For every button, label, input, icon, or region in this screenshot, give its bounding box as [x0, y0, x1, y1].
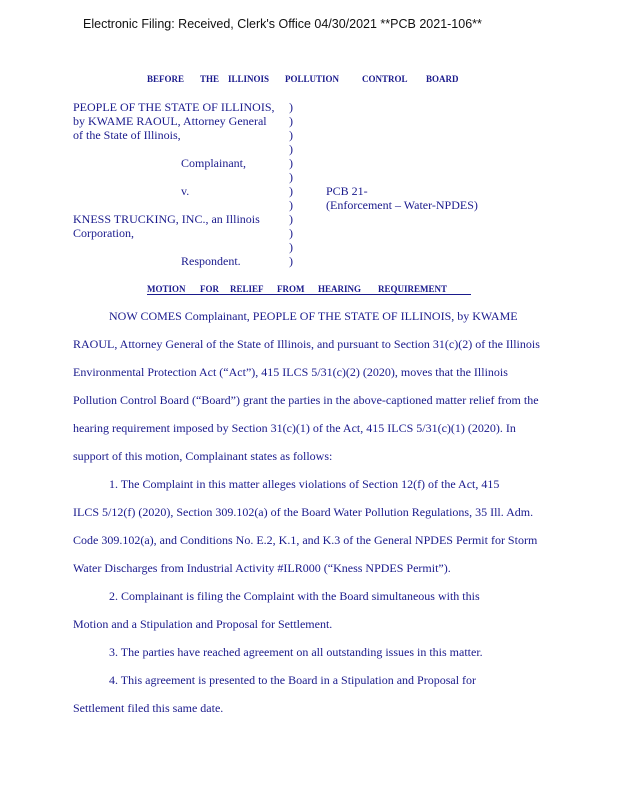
filing-stamp: Electronic Filing: Received, Clerk's Office 04/30/2021 **PCB 2021-106**: [83, 17, 482, 31]
caption-paren: ): [289, 240, 293, 254]
numbered-item-line: 2. Complainant is filing the Complaint with the Board simultaneous with this: [109, 589, 480, 603]
plaintiff-line: of the State of Illinois,: [73, 128, 181, 142]
motion-title-word: MOTION: [147, 284, 186, 294]
body-line: support of this motion, Complainant states as follows:: [73, 449, 333, 463]
caption-paren: ): [289, 114, 293, 128]
case-type: (Enforcement – Water-NPDES): [326, 198, 478, 212]
plaintiff-line: PEOPLE OF THE STATE OF ILLINOIS,: [73, 100, 275, 114]
caption-paren: ): [289, 128, 293, 142]
title-word: CONTROL: [362, 74, 408, 84]
body-line: Environmental Protection Act (“Act”), 415 ILCS 5/31(c)(2) (2020), moves that the Illinois: [73, 365, 508, 379]
caption-paren: ): [289, 212, 293, 226]
body-line: RAOUL, Attorney General of the State of Illinois, and pursuant to Section 31(c)(2) of the Illinois: [73, 337, 540, 351]
caption-paren: ): [289, 142, 293, 156]
numbered-item-line: ILCS 5/12(f) (2020), Section 309.102(a) of the Board Water Pollution Regulations, 35 Ill. Adm.: [73, 505, 534, 519]
caption-paren: ): [289, 156, 293, 170]
title-word: BEFORE: [147, 74, 185, 84]
caption-paren: ): [289, 184, 293, 198]
numbered-item-line: Water Discharges from Industrial Activity #ILR000 (“Kness NPDES Permit”).: [73, 561, 451, 575]
numbered-item-line: 1. The Complaint in this matter alleges violations of Section 12(f) of the Act, 415: [109, 477, 500, 491]
body-line: Pollution Control Board (“Board”) grant the parties in the above-captioned matter relief from the: [73, 393, 539, 407]
title-word: BOARD: [426, 74, 459, 84]
defendant-line: Corporation,: [73, 226, 134, 240]
defendant-line: KNESS TRUCKING, INC., an Illinois: [73, 212, 260, 226]
motion-title-word: REQUIREMENT: [378, 284, 448, 294]
title-word: ILLINOIS: [228, 74, 270, 84]
numbered-item-line: 4. This agreement is presented to the Board in a Stipulation and Proposal for: [109, 673, 477, 687]
respondent-label: Respondent.: [181, 254, 241, 268]
numbered-item-line: 3. The parties have reached agreement on all outstanding issues in this matter.: [109, 645, 483, 659]
caption-paren: ): [289, 198, 293, 212]
complainant-label: Complainant,: [181, 156, 246, 170]
body-line: hearing requirement imposed by Section 31(c)(1) of the Act, 415 ILCS 5/31(c)(1) (2020). In: [73, 421, 516, 435]
numbered-item-line: Code 309.102(a), and Conditions No. E.2, K.1, and K.3 of the General NPDES Permit for Storm: [73, 533, 538, 547]
title-word: POLLUTION: [285, 74, 340, 84]
case-number: PCB 21-: [326, 184, 368, 198]
motion-title-word: FOR: [200, 284, 219, 294]
caption-paren: ): [289, 170, 293, 184]
plaintiff-line: by KWAME RAOUL, Attorney General: [73, 114, 267, 128]
motion-title-word: RELIEF: [230, 284, 264, 294]
caption-paren: ): [289, 254, 293, 268]
motion-title-word: HEARING: [318, 284, 362, 294]
body-line: NOW COMES Complainant, PEOPLE OF THE STATE OF ILLINOIS, by KWAME: [109, 309, 518, 323]
versus-label: v.: [181, 184, 190, 198]
motion-title-underline: [147, 294, 471, 295]
motion-title-word: FROM: [277, 284, 305, 294]
title-word: THE: [200, 74, 220, 84]
numbered-item-line: Motion and a Stipulation and Proposal for Settlement.: [73, 617, 333, 631]
caption-paren: ): [289, 226, 293, 240]
caption-paren: ): [289, 100, 293, 114]
numbered-item-line: Settlement filed this same date.: [73, 701, 224, 715]
